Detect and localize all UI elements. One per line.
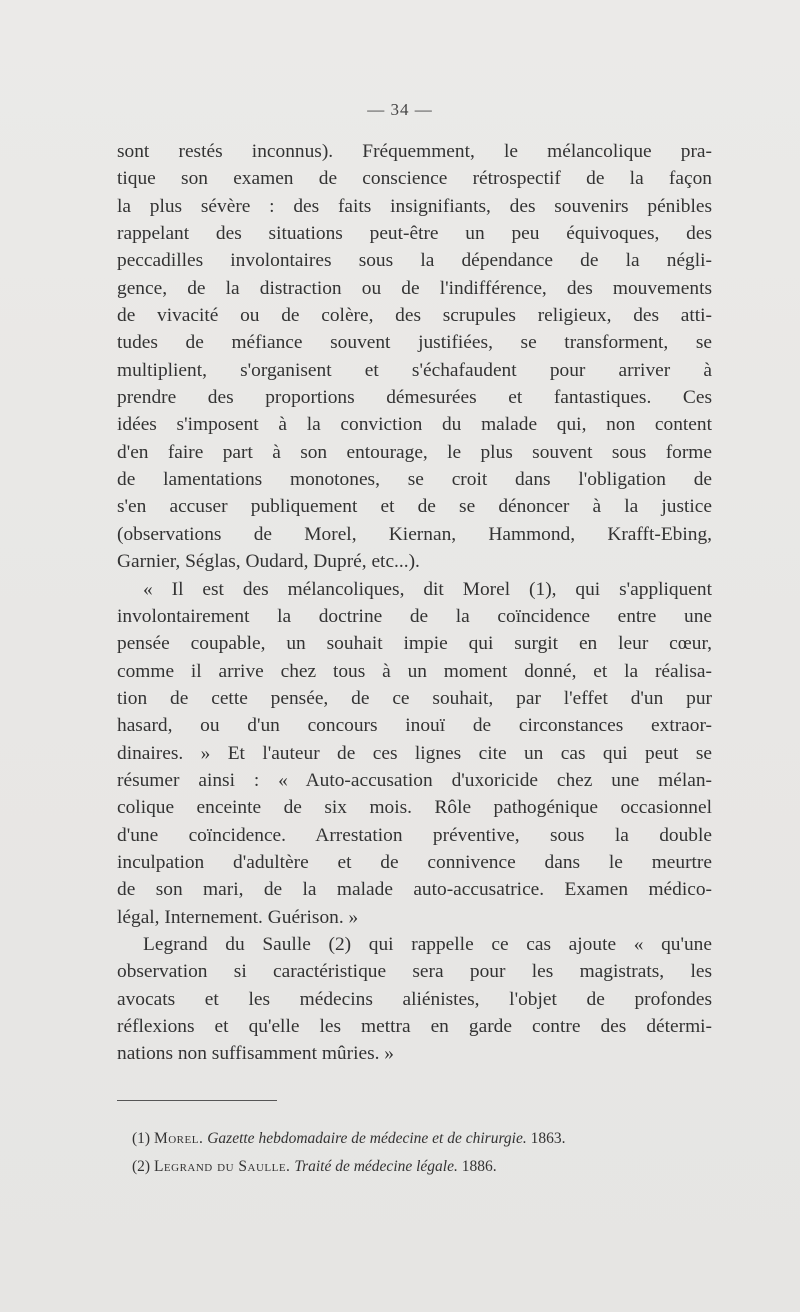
text-line: de lamentations monotones, se croit dans l'obligation de — [117, 469, 712, 491]
text-line: tique son examen de conscience rétrospectif de la façon — [117, 168, 712, 190]
text-line: légal, Internement. Guérison. » — [117, 906, 359, 928]
text-line: colique enceinte de six mois. Rôle pathogénique occasionnel — [117, 797, 712, 819]
footnotes — [132, 1125, 712, 1181]
paragraph-1 — [117, 138, 712, 576]
text-line: hasard, ou d'un concours inouï de circonstances extraor- — [117, 715, 712, 737]
text-line: involontairement la doctrine de la coïncidence entre une — [117, 605, 712, 627]
text-line: de son mari, de la malade auto-accusatrice. Examen médico- — [117, 879, 712, 901]
text-line: Garnier, Séglas, Oudard, Dupré, etc...). — [117, 551, 420, 573]
footnote-year: 1863. — [530, 1130, 566, 1147]
text-line: la plus sévère : des faits insignifiants, des souvenirs pénibles — [117, 195, 712, 217]
footnote-marker: (2) — [132, 1158, 151, 1175]
text-line: avocats et les médecins aliénistes, l'objet de profondes — [117, 988, 712, 1010]
footnote-title: Traité de médecine légale. — [294, 1158, 458, 1175]
text-line: résumer ainsi : « Auto-accusation d'uxoricide chez une mélan- — [117, 769, 712, 791]
text-line: Legrand du Saulle (2) qui rappelle ce cas ajoute « qu'une — [143, 933, 712, 955]
text-line: sont restés inconnus). Fréquemment, le mélancolique pra- — [117, 141, 712, 162]
text-line: « Il est des mélancoliques, dit Morel (1), qui s'appliquent — [143, 578, 712, 600]
footnote-author: Legrand du Saulle. — [153, 1158, 291, 1175]
text-line: observation si caractéristique sera pour les magistrats, les — [117, 961, 712, 983]
text-line: (observations de Morel, Kiernan, Hammond, Krafft-Ebing, — [117, 523, 712, 545]
text-line: pensée coupable, un souhait impie qui surgit en leur cœur, — [117, 633, 712, 655]
text-line: peccadilles involontaires sous la dépendance de la négli- — [117, 250, 712, 272]
body-text — [117, 138, 712, 1068]
text-line: nations non suffisamment mûries. » — [117, 1043, 395, 1065]
footnote-divider — [117, 1100, 277, 1101]
footnote-1 — [132, 1125, 712, 1153]
text-line: comme il arrive chez tous à un moment donné, et la réalisa- — [117, 660, 712, 682]
text-line: prendre des proportions démesurées et fantastiques. Ces — [117, 387, 712, 409]
text-line: inculpation d'adultère et de connivence dans le meurtre — [117, 851, 712, 873]
paragraph-3 — [117, 931, 712, 1068]
footnote-title: Gazette hebdomadaire de médecine et de chirurgie. — [207, 1130, 527, 1147]
text-line: dinaires. » Et l'auteur de ces lignes cite un cas qui peut se — [117, 742, 712, 764]
text-line: de vivacité ou de colère, des scrupules religieux, des atti- — [117, 305, 712, 327]
text-line: gence, de la distraction ou de l'indifférence, des mouvements — [117, 277, 712, 299]
footnote-year: 1886. — [461, 1158, 497, 1175]
text-line: multiplient, s'organisent et s'échafaudent pour arriver à — [117, 359, 712, 381]
footnote-author: Morel. — [153, 1130, 204, 1147]
paragraph-2 — [117, 576, 712, 931]
page-number: — 34 — — [367, 100, 433, 119]
footnote-2 — [132, 1153, 712, 1181]
text-line: d'une coïncidence. Arrestation préventive, sous la double — [117, 824, 712, 846]
text-line: s'en accuser publiquement et de se dénoncer à la justice — [117, 496, 712, 518]
text-line: tudes de méfiance souvent justifiées, se transforment, se — [117, 332, 712, 354]
text-line: d'en faire part à son entourage, le plus souvent sous forme — [117, 441, 712, 463]
text-line: idées s'imposent à la conviction du malade qui, non content — [117, 414, 712, 436]
text-line: réflexions et qu'elle les mettra en garde contre des détermi- — [117, 1016, 712, 1037]
footnote-marker: (1) — [132, 1130, 151, 1147]
text-line: rappelant des situations peut-être un peu équivoques, des — [117, 223, 712, 245]
text-line: tion de cette pensée, de ce souhait, par l'effet d'un pur — [117, 687, 712, 709]
